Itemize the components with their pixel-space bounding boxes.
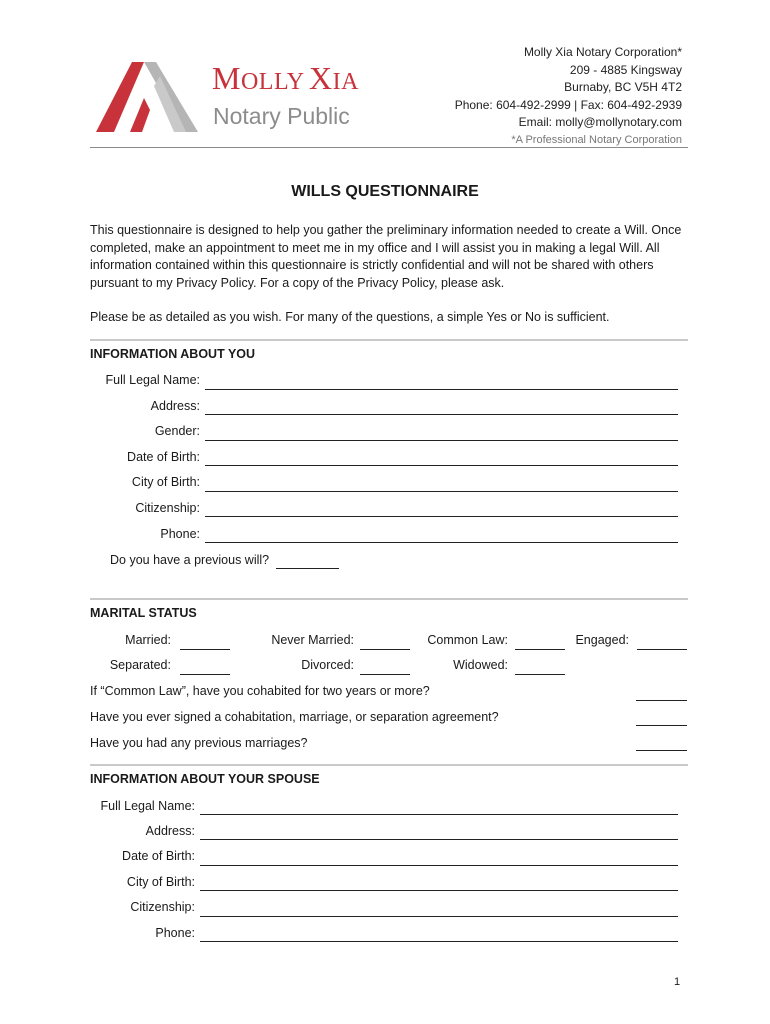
never-married-answer[interactable] [360,649,410,650]
contact-email[interactable]: Email: molly@mollynotary.com [518,115,682,129]
brand-initial: X [309,60,333,96]
previous-marriages-question: Have you had any previous marriages? [90,736,308,750]
brand-rest: IA [332,69,359,95]
section-heading-spouse: INFORMATION ABOUT YOUR SPOUSE [90,772,320,786]
common-law-answer[interactable] [515,649,565,650]
intro-paragraph: This questionnaire is designed to help you gather the preliminary information needed to create a Will. Once completed, make an appointment to meet me in my office and I will assist you in making a legal Will. All information contained within this questionnaire is strictly confidential and will not be shared with others pursuant to my Privacy Policy. For a copy of the Privacy Policy, please ask. [90,223,682,290]
spouse-phone-field[interactable] [200,941,678,942]
page-title: WILLS QUESTIONNAIRE [291,183,479,200]
spouse-date-of-birth-field[interactable] [200,865,678,866]
common-law-question-answer[interactable] [636,700,687,701]
field-label: City of Birth: [126,875,195,889]
contact-line: Phone: 604-492-2999 | Fax: 604-492-2939 [454,97,682,112]
option-label: Widowed: [453,658,508,672]
agreement-question-answer[interactable] [636,725,687,726]
married-answer[interactable] [180,649,230,650]
contact-line: Burnaby, BC V5H 4T2 [564,80,682,94]
spouse-address-field[interactable] [200,839,678,840]
field-label: Phone: [155,926,195,940]
phone-field[interactable] [205,542,678,543]
option-label: Common Law: [427,633,508,647]
spouse-city-of-birth-field[interactable] [200,890,678,891]
section-heading-about-you: INFORMATION ABOUT YOU [90,347,256,361]
city-of-birth-field[interactable] [205,491,678,492]
previous-marriages-answer[interactable] [636,750,687,751]
page-number: 1 [674,976,681,988]
citizenship-field[interactable] [205,516,678,517]
contact-line: 209 - 4885 Kingsway [569,62,682,77]
option-label: Never Married: [271,633,354,647]
field-label: Citizenship: [135,501,200,515]
widowed-answer[interactable] [515,674,565,675]
logo-peak-red-inner [130,98,150,132]
logo-mountain-icon [96,58,198,132]
field-label: Gender: [154,424,200,438]
option-label: Married: [125,633,171,647]
field-label: Full Legal Name: [100,799,195,813]
contact-note: *A Professional Notary Corporation [511,133,682,146]
contact-line: Molly Xia Notary Corporation* [523,45,682,59]
section-divider [90,598,688,600]
option-label: Separated: [109,658,171,672]
field-label: Citizenship: [130,900,195,914]
brand-initial: M [212,60,241,96]
common-law-question: If “Common Law”, have you cohabited for two years or more? [90,684,430,698]
engaged-answer[interactable] [637,649,687,650]
date-of-birth-field[interactable] [205,465,678,466]
separated-answer[interactable] [180,674,230,675]
spouse-full-legal-name-field[interactable] [200,814,678,815]
agreement-question: Have you ever signed a cohabitation, marriage, or separation agreement? [90,710,499,724]
section-heading-marital-status: MARITAL STATUS [90,606,197,620]
field-label: Full Legal Name: [105,373,200,387]
field-label: City of Birth: [131,475,200,489]
field-label: Address: [145,824,195,838]
gender-field[interactable] [205,440,678,441]
previous-will-answer[interactable] [276,568,339,569]
contact-block [455,44,682,149]
option-label: Divorced: [301,658,354,672]
field-label: Address: [150,399,200,413]
spouse-citizenship-field[interactable] [200,916,678,917]
header-divider [90,147,688,148]
detail-note: Please be as detailed as you wish. For many of the questions, a simple Yes or No is sufficient. [90,310,610,324]
option-label: Engaged: [575,633,629,647]
section-divider [90,339,688,341]
divorced-answer[interactable] [360,674,410,675]
field-label: Date of Birth: [127,450,200,464]
brand-name [212,60,359,97]
brand-subtitle: Notary Public [213,103,350,129]
full-legal-name-field[interactable] [205,389,678,390]
address-field[interactable] [205,414,678,415]
brand-rest: OLLY [240,69,305,95]
field-label: Phone: [160,527,200,541]
section-divider [90,764,688,766]
field-label: Date of Birth: [122,849,195,863]
previous-will-question: Do you have a previous will? [110,553,270,567]
